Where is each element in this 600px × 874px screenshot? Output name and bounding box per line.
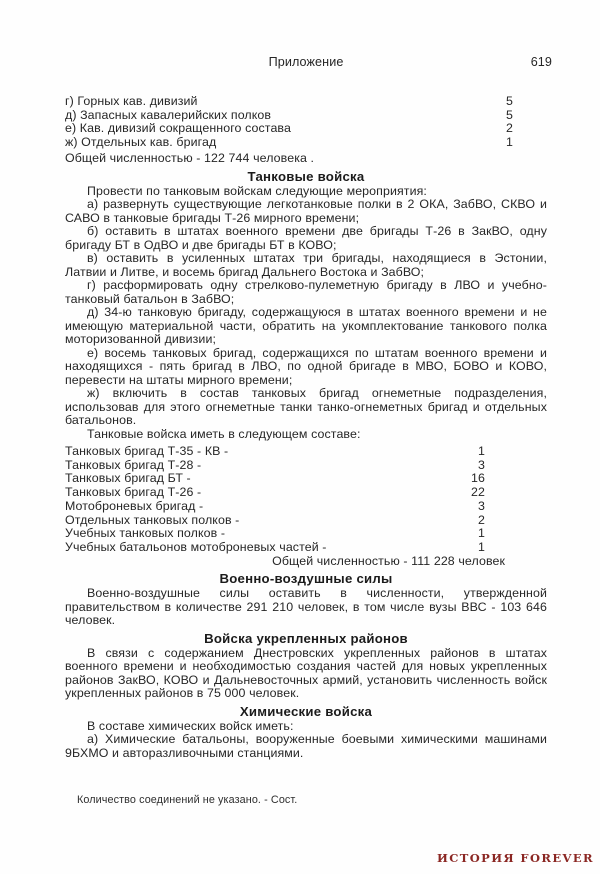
list-item [65,500,547,514]
list-item [65,541,547,555]
compiler-footnote: Количество соединений не указано. - Сост. [77,794,298,806]
tank-paragraph: ж) включить в состав танковых бригад огнеметные подразделения, использовав для этого огнеметные танки танко-огнеметных бригад и отдельных батальонов. [65,386,547,427]
section-title-fortified: Войска укрепленных районов [204,630,408,646]
page-header [65,55,552,70]
cavalry-list [65,95,547,166]
list-item [65,472,547,486]
tank-paragraph: в) оставить в усиленных штатах три бригады, находящиеся в Эстонии, Латвии и Литве, и восемь бригад Дальнего Востока и ЗабВО; [65,251,547,279]
list-item-value: 3 [478,498,485,513]
list-item [65,95,547,109]
list-item-label: Танковых бригад БТ - [65,471,191,486]
chemical-paragraph: а) Химические батальоны, вооруженные боевыми химическими машинами 9БХМО и авторазливочными станциями. [65,732,547,760]
watermark-text: ИСТОРИЯ FOREVER [436,851,594,865]
running-title: Приложение [268,55,344,69]
list-item-label: Танковых бригад Т-35 - КВ - [65,444,229,458]
tank-composition-list [65,445,547,555]
fortified-paragraph: В связи с содержанием Днестровских укрепленных районов в штатах военного времени и необходимостью создания частей для новых укрепленных районов ЗакВО, КОВО и Дальневосточных армий, установить численность войск укрепленных районов в 75 000 человек. [65,645,547,701]
list-item [65,527,547,541]
list-item-label: Учебных танковых полков - [65,526,226,541]
list-item-value: 2 [478,512,485,527]
tank-composition-intro: Танковые войска иметь в следующем составе: [87,426,361,441]
list-item [65,486,547,500]
list-item-value: 2 [506,121,513,135]
list-item-label: Танковых бригад Т-28 - [65,457,202,472]
list-item-label: Танковых бригад Т-26 - [65,485,202,500]
list-item-value: 5 [506,94,513,108]
section-title-tank: Танковые войска [247,168,365,184]
list-item [65,445,547,459]
list-item-label: е) Кав. дивизий сокращенного состава [65,121,291,135]
list-item-value: 22 [471,485,485,500]
airforce-paragraph: Военно-воздушные силы оставить в численности, утвержденной правительством в количестве 291 210 человек, в том числе вузы ВВС - 103 646 человек. [65,586,547,628]
tank-intro: Провести по танковым войскам следующие мероприятия: [87,183,427,198]
list-item [65,109,547,123]
page-number: 619 [530,55,552,69]
list-item-value: 1 [478,539,485,554]
list-item-value: 16 [471,471,485,486]
tank-paragraph: б) оставить в штатах военного времени две бригады Т-26 в ЗакВО, одну бригаду БТ в ОдВО и две бригады БТ в КОВО; [65,224,547,252]
list-item-value: 1 [478,444,485,458]
tank-paragraph: г) расформировать одну стрелково-пулеметную бригаду в ЛВО и учебно-танковый батальон в ЗабВО; [65,278,547,306]
list-item [65,136,547,150]
list-item-label: д) Запасных кавалерийских полков [65,107,272,122]
page-content [65,55,552,760]
list-item-value: 1 [506,134,513,149]
list-item [65,122,547,136]
list-item-label: Отдельных танковых полков - [65,512,240,527]
tank-total: Общей численностью - 111 228 человек [272,553,505,568]
list-item [65,459,547,473]
list-item-label: Учебных батальонов мотоброневых частей - [65,539,327,554]
list-item-value: 1 [478,526,485,541]
tank-paragraph: а) развернуть существующие легкотанковые полки в 2 ОКА, ЗабВО, СКВО и САВО в танковые бригады Т-26 мирного времени; [65,197,547,225]
tank-paragraph: е) восемь танковых бригад, содержащихся по штатам военного времени и находящихся - пять бригад в ЛВО, по одной бригаде в МВО, БОВО и КОВО, перевести на штаты мирного времени; [65,345,547,387]
cavalry-total: Общей численностью - 122 744 человека . [65,151,315,165]
list-item-label: ж) Отдельных кав. бригад [65,134,217,149]
list-item-value: 3 [478,457,485,472]
tank-paragraph: д) 34-ю танковую бригаду, содержащуюся в штатах военного времени и не имеющую материальной части, обратить на укомплектование танкового полка моторизованной дивизии; [65,305,547,346]
section-title-airforce: Военно-воздушные силы [219,571,393,587]
list-item-value: 5 [506,107,513,122]
chemical-intro: В составе химических войск иметь: [87,718,294,733]
list-item-label: Мотоброневых бригад - [65,498,204,513]
list-item-label: г) Горных кав. дивизий [65,94,198,108]
section-title-chemical: Химические войска [239,703,373,719]
list-item [65,514,547,528]
